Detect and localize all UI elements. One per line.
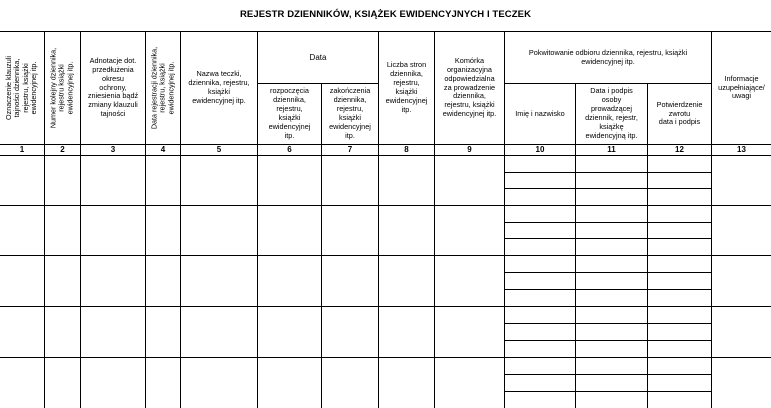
header-receipt-group: Pokwitowanie odbioru dziennika, rejestru, książki ewidencyjnej itp. bbox=[528, 47, 688, 66]
column-number: 9 bbox=[467, 145, 472, 154]
column-number: 3 bbox=[110, 145, 116, 154]
column-number: 6 bbox=[287, 145, 292, 154]
header-sequence-number: Numer kolejny dziennika, rejestru książki ewidencyjnej itp. bbox=[48, 47, 75, 129]
column-number: 11 bbox=[607, 145, 616, 154]
header-full-name: Imię i nazwisko bbox=[515, 108, 565, 118]
column-number: 5 bbox=[216, 145, 222, 154]
header-end-date: zakończenia dziennika, rejestru, książki ewidencyjnej itp. bbox=[329, 86, 371, 140]
column-number: 10 bbox=[535, 145, 545, 154]
header-date-group: Data bbox=[309, 52, 327, 62]
column-number: 7 bbox=[347, 145, 353, 154]
header-folder-name: Nazwa teczki, dziennika, rejestru, książki ewidencyjnej itp. bbox=[188, 69, 250, 105]
column-number: 12 bbox=[675, 145, 684, 154]
header-page-count: Liczba stron dziennika, rejestru, książki ewidencyjnej itp. bbox=[385, 60, 428, 114]
header-return-confirmation: Potwierdzenie zwrotu data i podpis bbox=[656, 99, 703, 127]
header-organizational-unit: Komórka organizacyjna odpowiedzialna za prowadzenie dziennika, rejestru, książki ewidencyjnej itp. bbox=[442, 55, 497, 119]
column-number: 8 bbox=[404, 145, 409, 154]
column-number: 2 bbox=[60, 145, 65, 154]
header-classification: Oznaczenie klauzuli tajności dziennika, rejestru, książki ewidencyjnej itp. bbox=[4, 56, 39, 120]
header-protection-notes: Adnotacje dot. przedłużenia okresu ochrony, zniesienia bądź zmiany klauzuli tajności bbox=[87, 55, 139, 119]
header-keeper-date-signature: Data i podpis osoby prowadzącej dziennik, rejestr, książkę ewidencyjną itp. bbox=[585, 86, 638, 140]
header-registration-date: Data rejestracji dziennika, rejestru, książki ewidencyjnej itp. bbox=[149, 46, 176, 130]
register-title: REJESTR DZIENNIKÓW, KSIĄŻEK EWIDENCYJNYCH I TECZEK bbox=[239, 9, 532, 20]
header-additional-info: Informacje uzupełniające/ uwagi bbox=[718, 73, 765, 101]
column-number: 4 bbox=[160, 145, 166, 154]
column-number: 13 bbox=[737, 145, 746, 154]
header-start-date: rozpoczęcia dziennika, rejestru, książki ewidencyjnej itp. bbox=[268, 86, 311, 140]
column-number: 1 bbox=[19, 145, 25, 154]
